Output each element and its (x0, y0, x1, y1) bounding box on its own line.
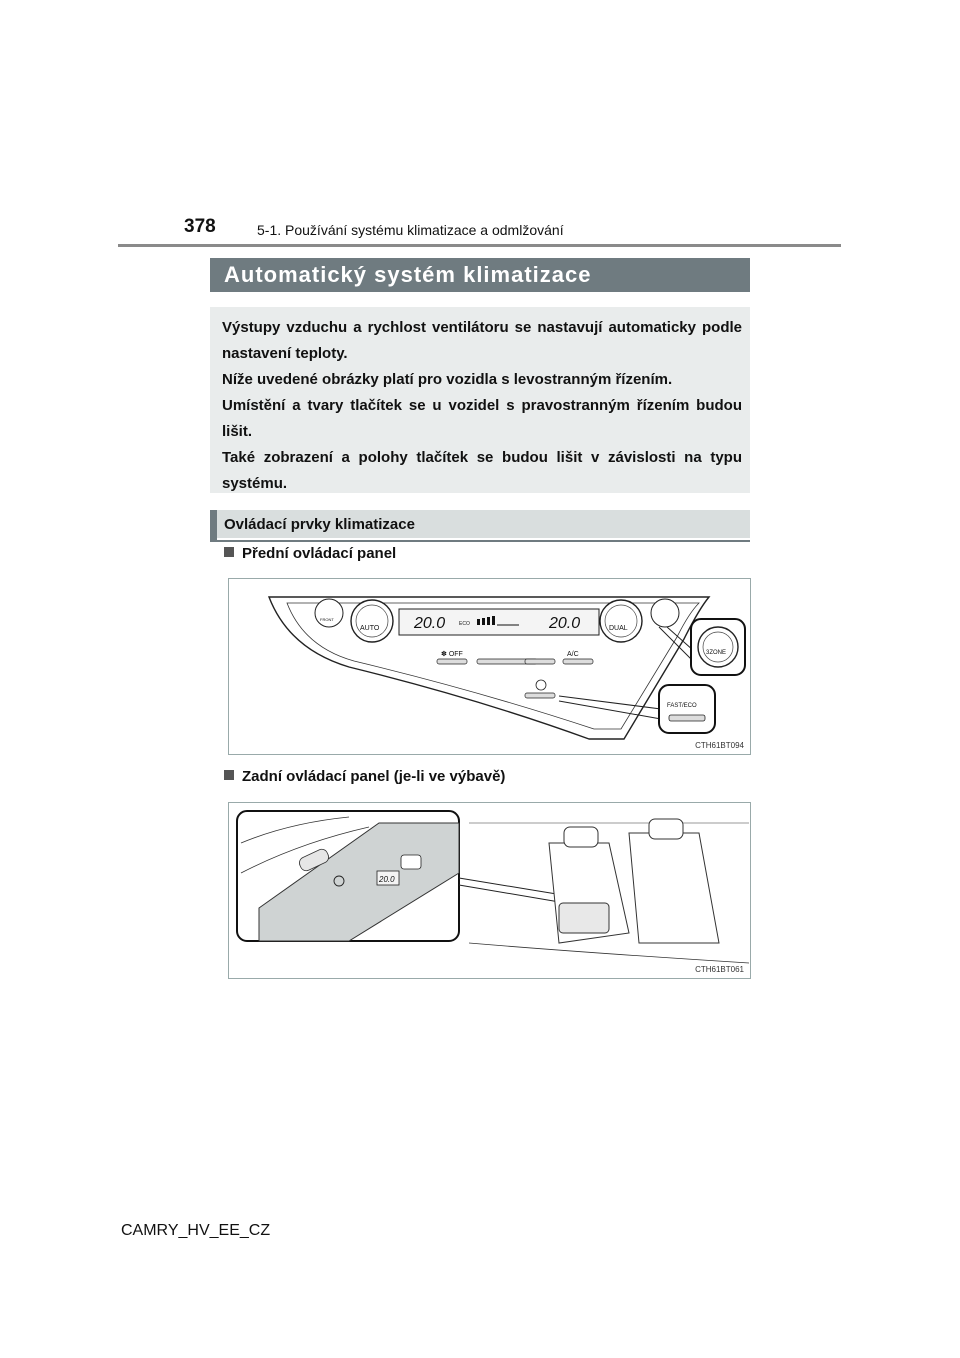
3zone-label: 3ZONE (706, 650, 727, 656)
title-bar (210, 258, 750, 292)
right-temp-display: 20.0 (549, 615, 581, 632)
dual-label: DUAL (609, 625, 628, 632)
rear-temp-value: 20.0 (379, 875, 395, 884)
fan-off-button (437, 659, 467, 664)
fast-eco-button (669, 715, 705, 721)
running-head: 5-1. Používání systému klimatizace a odmlžování (257, 222, 564, 238)
rear-figure-code: CTH61BT061 (695, 965, 744, 974)
rear-panel-heading-text: Zadní ovládací panel (je-li ve výbavě) (242, 768, 506, 785)
subheading-accent (210, 510, 217, 540)
intro-paragraph-2: Níže uvedené obrázky platí pro vozidla s levostranným řízením. (222, 371, 673, 388)
left-temp-display: 20.0 (414, 615, 446, 632)
recirculation-button (525, 693, 555, 698)
bullet-square-icon (224, 547, 234, 557)
headrest-left (564, 827, 598, 847)
dual-knob (600, 600, 642, 642)
page-title: Automatický systém klimatizace (224, 262, 592, 287)
auto-label: AUTO (360, 625, 380, 632)
ac-button (563, 659, 593, 664)
front-defrost-button (315, 599, 343, 627)
subheading-bar (210, 510, 750, 542)
front-panel-heading-text: Přední ovládací panel (242, 545, 397, 562)
intro-paragraph-3: Umístění a tvary tlačítek se u vozidel s pravostranným řízením budou lišit. (222, 397, 742, 440)
fan-off-label: ✽ OFF (441, 651, 463, 658)
front-panel-illustration (229, 579, 750, 754)
front-panel-heading (224, 545, 396, 562)
mode-button (525, 659, 555, 664)
rear-panel-figure (228, 802, 751, 979)
page-number: 378 (184, 216, 216, 237)
front-figure-code: CTH61BT094 (695, 741, 744, 750)
footer: CAMRY_HV_EE_CZ (121, 1222, 271, 1239)
bullet-square-icon (224, 770, 234, 780)
headrest-right (649, 819, 683, 839)
intro-paragraph-1: Výstupy vzduchu a rychlost ventilátoru se nastavují automaticky podle nastavení teploty. (222, 319, 742, 362)
intro-paragraph-4: Také zobrazení a polohy tlačítek se budou lišit v závislosti na typu systému. (222, 449, 742, 492)
front-panel-figure (228, 578, 751, 755)
intro-box (210, 307, 750, 493)
ac-label: A/C (567, 651, 579, 658)
subheading: Ovládací prvky klimatizace (224, 516, 415, 533)
rear-temp-buttons (401, 855, 421, 869)
fast-eco-callout (659, 685, 715, 733)
center-armrest (559, 903, 609, 933)
eco-indicator: ECO (459, 621, 470, 627)
front-defrost-label: FRONT (320, 617, 334, 622)
fast-eco-label: FAST/ECO (667, 703, 697, 709)
rear-panel-heading (224, 768, 505, 785)
auto-knob (351, 600, 393, 642)
3zone-knob (698, 627, 738, 667)
rear-panel-illustration (229, 803, 750, 978)
rear-seat-back-right (629, 833, 719, 943)
rear-defrost-button (651, 599, 679, 627)
header-rule (118, 244, 841, 247)
